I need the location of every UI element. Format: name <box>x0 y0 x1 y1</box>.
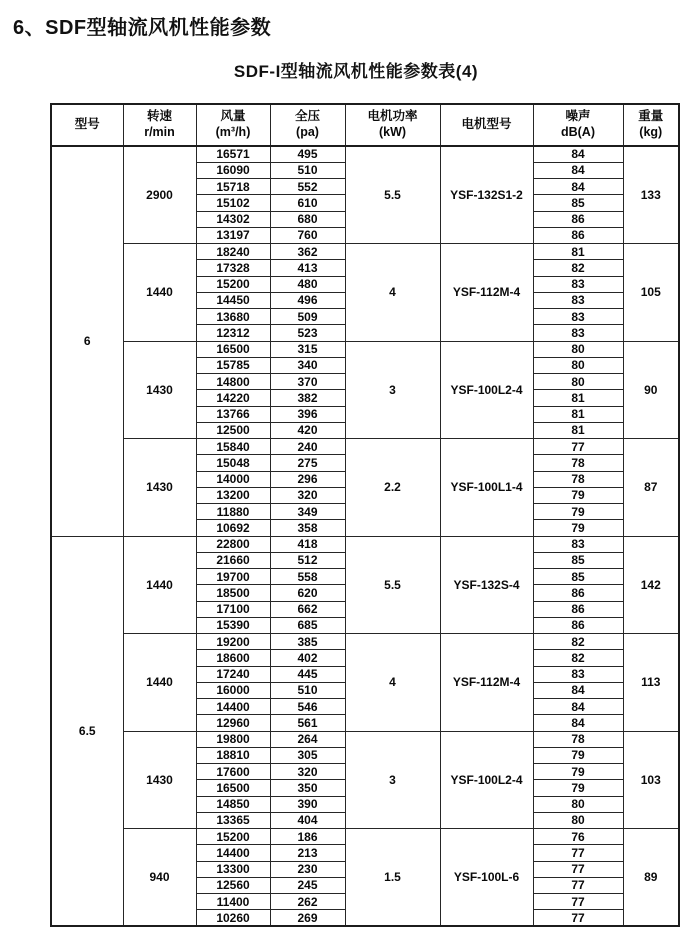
col-header-line1: 型号 <box>74 117 100 132</box>
noise-cell: 77 <box>533 439 623 455</box>
flow-cell: 16571 <box>196 146 270 162</box>
pressure-cell: 320 <box>270 487 345 503</box>
noise-cell: 85 <box>533 569 623 585</box>
col-header-line1: 电机功率 <box>367 109 418 124</box>
pressure-cell: 262 <box>270 894 345 910</box>
noise-cell: 76 <box>533 829 623 845</box>
noise-cell: 79 <box>533 764 623 780</box>
flow-cell: 14450 <box>196 292 270 308</box>
pressure-cell: 685 <box>270 617 345 633</box>
pressure-cell: 495 <box>270 146 345 162</box>
flow-cell: 14800 <box>196 374 270 390</box>
pressure-cell: 349 <box>270 504 345 520</box>
pressure-cell: 510 <box>270 162 345 178</box>
noise-cell: 77 <box>533 861 623 877</box>
weight-cell: 90 <box>623 341 679 439</box>
noise-cell: 83 <box>533 292 623 308</box>
speed-cell: 940 <box>123 829 196 927</box>
noise-cell: 77 <box>533 877 623 893</box>
noise-cell: 82 <box>533 260 623 276</box>
header-row <box>51 104 679 146</box>
col-header-noise <box>533 104 623 146</box>
table-body <box>51 146 679 926</box>
model-cell: 6.5 <box>51 536 123 926</box>
power-cell: 4 <box>345 244 440 342</box>
weight-cell: 103 <box>623 731 679 829</box>
flow-cell: 11880 <box>196 504 270 520</box>
noise-cell: 81 <box>533 244 623 260</box>
flow-cell: 15102 <box>196 195 270 211</box>
table-row <box>51 341 679 357</box>
weight-cell: 87 <box>623 439 679 537</box>
pressure-cell: 358 <box>270 520 345 536</box>
weight-cell: 142 <box>623 536 679 634</box>
power-cell: 4 <box>345 634 440 732</box>
table-row <box>51 244 679 260</box>
pressure-cell: 509 <box>270 309 345 325</box>
flow-cell: 17328 <box>196 260 270 276</box>
noise-cell: 83 <box>533 276 623 292</box>
flow-cell: 18810 <box>196 747 270 763</box>
weight-cell: 113 <box>623 634 679 732</box>
noise-cell: 82 <box>533 634 623 650</box>
noise-cell: 79 <box>533 747 623 763</box>
flow-cell: 16090 <box>196 162 270 178</box>
noise-cell: 80 <box>533 357 623 373</box>
flow-cell: 14400 <box>196 845 270 861</box>
noise-cell: 83 <box>533 666 623 682</box>
noise-cell: 84 <box>533 162 623 178</box>
pressure-cell: 396 <box>270 406 345 422</box>
flow-cell: 21660 <box>196 552 270 568</box>
noise-cell: 83 <box>533 536 623 552</box>
speed-cell: 2900 <box>123 146 196 244</box>
noise-cell: 86 <box>533 227 623 243</box>
motor-model-cell: YSF-100L1-4 <box>440 439 533 537</box>
flow-cell: 16500 <box>196 780 270 796</box>
pressure-cell: 385 <box>270 634 345 650</box>
col-header-flow <box>196 104 270 146</box>
noise-cell: 79 <box>533 520 623 536</box>
pressure-cell: 413 <box>270 260 345 276</box>
noise-cell: 83 <box>533 325 623 341</box>
flow-cell: 19200 <box>196 634 270 650</box>
flow-cell: 16500 <box>196 341 270 357</box>
col-header-line1: 转速 <box>146 109 172 124</box>
col-header-model <box>51 104 123 146</box>
pressure-cell: 382 <box>270 390 345 406</box>
pressure-cell: 558 <box>270 569 345 585</box>
col-header-line2: (kg) <box>639 125 663 139</box>
pressure-cell: 186 <box>270 829 345 845</box>
flow-cell: 15048 <box>196 455 270 471</box>
noise-cell: 80 <box>533 341 623 357</box>
flow-cell: 15785 <box>196 357 270 373</box>
pressure-cell: 418 <box>270 536 345 552</box>
pressure-cell: 420 <box>270 422 345 438</box>
power-cell: 3 <box>345 731 440 829</box>
pressure-cell: 760 <box>270 227 345 243</box>
flow-cell: 13300 <box>196 861 270 877</box>
pressure-cell: 269 <box>270 910 345 926</box>
speed-cell: 1430 <box>123 439 196 537</box>
flow-cell: 14220 <box>196 390 270 406</box>
pressure-cell: 620 <box>270 585 345 601</box>
pressure-cell: 264 <box>270 731 345 747</box>
pressure-cell: 340 <box>270 357 345 373</box>
pressure-cell: 445 <box>270 666 345 682</box>
flow-cell: 13365 <box>196 812 270 828</box>
noise-cell: 78 <box>533 731 623 747</box>
flow-cell: 17600 <box>196 764 270 780</box>
flow-cell: 10260 <box>196 910 270 926</box>
flow-cell: 14850 <box>196 796 270 812</box>
pressure-cell: 496 <box>270 292 345 308</box>
pressure-cell: 610 <box>270 195 345 211</box>
noise-cell: 86 <box>533 211 623 227</box>
noise-cell: 86 <box>533 585 623 601</box>
speed-cell: 1440 <box>123 536 196 634</box>
flow-cell: 14000 <box>196 471 270 487</box>
noise-cell: 77 <box>533 894 623 910</box>
speed-cell: 1440 <box>123 634 196 732</box>
col-header-line2: (m³/h) <box>215 125 251 139</box>
pressure-cell: 523 <box>270 325 345 341</box>
power-cell: 1.5 <box>345 829 440 927</box>
pressure-cell: 480 <box>270 276 345 292</box>
flow-cell: 13766 <box>196 406 270 422</box>
noise-cell: 77 <box>533 845 623 861</box>
pressure-cell: 552 <box>270 179 345 195</box>
table-title: SDF-I型轴流风机性能参数表(4) <box>233 62 479 81</box>
flow-cell: 18600 <box>196 650 270 666</box>
noise-cell: 78 <box>533 471 623 487</box>
speed-cell: 1440 <box>123 244 196 342</box>
motor-model-cell: YSF-112M-4 <box>440 244 533 342</box>
power-cell: 5.5 <box>345 146 440 244</box>
pressure-cell: 245 <box>270 877 345 893</box>
noise-cell: 86 <box>533 617 623 633</box>
flow-cell: 15200 <box>196 829 270 845</box>
flow-cell: 15718 <box>196 179 270 195</box>
table-row <box>51 439 679 455</box>
col-header-line1: 噪声 <box>565 109 591 124</box>
col-header-line2: (pa) <box>296 125 319 139</box>
pressure-cell: 350 <box>270 780 345 796</box>
flow-cell: 15200 <box>196 276 270 292</box>
pressure-cell: 275 <box>270 455 345 471</box>
flow-cell: 19800 <box>196 731 270 747</box>
flow-cell: 22800 <box>196 536 270 552</box>
pressure-cell: 402 <box>270 650 345 666</box>
col-header-line1: 重量 <box>638 109 664 124</box>
weight-cell: 89 <box>623 829 679 927</box>
flow-cell: 13200 <box>196 487 270 503</box>
weight-cell: 133 <box>623 146 679 244</box>
flow-cell: 14302 <box>196 211 270 227</box>
col-header-line2: r/min <box>144 125 175 139</box>
noise-cell: 84 <box>533 146 623 162</box>
flow-cell: 10692 <box>196 520 270 536</box>
pressure-cell: 213 <box>270 845 345 861</box>
noise-cell: 78 <box>533 455 623 471</box>
flow-cell: 17240 <box>196 666 270 682</box>
weight-cell: 105 <box>623 244 679 342</box>
pressure-cell: 230 <box>270 861 345 877</box>
power-cell: 2.2 <box>345 439 440 537</box>
table-header <box>51 104 679 146</box>
performance-table <box>50 103 680 927</box>
noise-cell: 80 <box>533 796 623 812</box>
noise-cell: 81 <box>533 406 623 422</box>
pressure-cell: 561 <box>270 715 345 731</box>
flow-cell: 12960 <box>196 715 270 731</box>
noise-cell: 86 <box>533 601 623 617</box>
noise-cell: 81 <box>533 422 623 438</box>
pressure-cell: 680 <box>270 211 345 227</box>
col-header-line2: (kW) <box>378 125 407 139</box>
pressure-cell: 510 <box>270 682 345 698</box>
pressure-cell: 296 <box>270 471 345 487</box>
col-header-line1: 风量 <box>220 109 246 124</box>
col-header-power <box>345 104 440 146</box>
col-header-line1: 全压 <box>294 109 320 124</box>
noise-cell: 77 <box>533 910 623 926</box>
pressure-cell: 305 <box>270 747 345 763</box>
noise-cell: 79 <box>533 780 623 796</box>
noise-cell: 82 <box>533 650 623 666</box>
pressure-cell: 315 <box>270 341 345 357</box>
table-row <box>51 536 679 552</box>
flow-cell: 14400 <box>196 699 270 715</box>
flow-cell: 15390 <box>196 617 270 633</box>
flow-cell: 13197 <box>196 227 270 243</box>
col-header-weight <box>623 104 679 146</box>
col-header-motor <box>440 104 533 146</box>
flow-cell: 12500 <box>196 422 270 438</box>
noise-cell: 84 <box>533 682 623 698</box>
flow-cell: 19700 <box>196 569 270 585</box>
pressure-cell: 240 <box>270 439 345 455</box>
flow-cell: 15840 <box>196 439 270 455</box>
noise-cell: 80 <box>533 812 623 828</box>
noise-cell: 85 <box>533 195 623 211</box>
motor-model-cell: YSF-100L2-4 <box>440 731 533 829</box>
flow-cell: 16000 <box>196 682 270 698</box>
noise-cell: 79 <box>533 487 623 503</box>
noise-cell: 84 <box>533 179 623 195</box>
pressure-cell: 370 <box>270 374 345 390</box>
motor-model-cell: YSF-100L-6 <box>440 829 533 927</box>
noise-cell: 85 <box>533 552 623 568</box>
power-cell: 3 <box>345 341 440 439</box>
pressure-cell: 546 <box>270 699 345 715</box>
col-header-pressure <box>270 104 345 146</box>
noise-cell: 81 <box>533 390 623 406</box>
pressure-cell: 320 <box>270 764 345 780</box>
motor-model-cell: YSF-132S-4 <box>440 536 533 634</box>
col-header-line2: dB(A) <box>560 125 595 139</box>
model-cell: 6 <box>51 146 123 536</box>
noise-cell: 79 <box>533 504 623 520</box>
table-row <box>51 731 679 747</box>
flow-cell: 11400 <box>196 894 270 910</box>
table-row <box>51 634 679 650</box>
motor-model-cell: YSF-100L2-4 <box>440 341 533 439</box>
table-row <box>51 146 679 162</box>
speed-cell: 1430 <box>123 731 196 829</box>
flow-cell: 17100 <box>196 601 270 617</box>
noise-cell: 84 <box>533 715 623 731</box>
pressure-cell: 662 <box>270 601 345 617</box>
col-header-speed <box>123 104 196 146</box>
pressure-cell: 512 <box>270 552 345 568</box>
noise-cell: 83 <box>533 309 623 325</box>
motor-model-cell: YSF-112M-4 <box>440 634 533 732</box>
speed-cell: 1430 <box>123 341 196 439</box>
noise-cell: 84 <box>533 699 623 715</box>
flow-cell: 13680 <box>196 309 270 325</box>
flow-cell: 18500 <box>196 585 270 601</box>
noise-cell: 80 <box>533 374 623 390</box>
flow-cell: 12560 <box>196 877 270 893</box>
motor-model-cell: YSF-132S1-2 <box>440 146 533 244</box>
pressure-cell: 390 <box>270 796 345 812</box>
power-cell: 5.5 <box>345 536 440 634</box>
pressure-cell: 362 <box>270 244 345 260</box>
flow-cell: 12312 <box>196 325 270 341</box>
flow-cell: 18240 <box>196 244 270 260</box>
pressure-cell: 404 <box>270 812 345 828</box>
page-title: 6、SDF型轴流风机性能参数 <box>13 17 272 39</box>
table-row <box>51 829 679 845</box>
col-header-line1: 电机型号 <box>461 117 512 132</box>
